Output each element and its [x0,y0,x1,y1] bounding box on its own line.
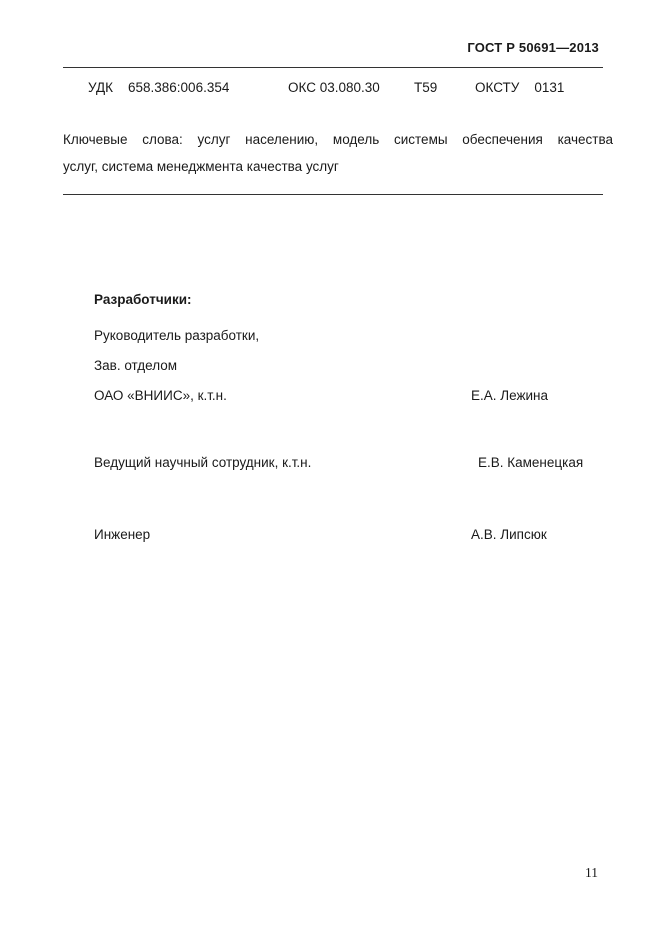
udk-label: УДК [88,80,113,95]
udk-code [88,80,229,95]
keywords-line-1: Ключевые слова: услуг населению, модель системы обеспечения качества [63,132,613,147]
okstu-value: 0131 [534,80,565,95]
developer-name-1: Е.А. Лежина [471,388,549,403]
page-number: 11 [585,865,598,880]
top-rule [63,67,603,68]
keywords-paragraph [63,126,613,180]
role-head-of-development: Руководитель разработки, [94,328,260,343]
bottom-rule [63,194,603,195]
okstu-label: ОКСТУ [475,80,520,95]
keywords-line-2: услуг, система менеджмента качества услуг [63,159,339,174]
role-department-head: Зав. отделом [94,358,178,373]
developers-heading: Разработчики: [94,292,192,307]
developer-name-3: А.В. Липсюк [471,527,547,542]
role-lead-researcher: Ведущий научный сотрудник, к.т.н. [94,455,312,470]
oks-code: ОКС 03.080.30 [288,80,380,95]
standard-code: ГОСТ Р 50691—2013 [467,40,599,55]
role-engineer: Инженер [94,527,151,542]
okstu-code [475,80,564,95]
organization-line: ОАО «ВНИИС», к.т.н. [94,388,227,403]
udk-value: 658.386:006.354 [128,80,230,95]
t-code: Т59 [414,80,438,95]
developer-name-2: Е.В. Каменецкая [478,455,584,470]
